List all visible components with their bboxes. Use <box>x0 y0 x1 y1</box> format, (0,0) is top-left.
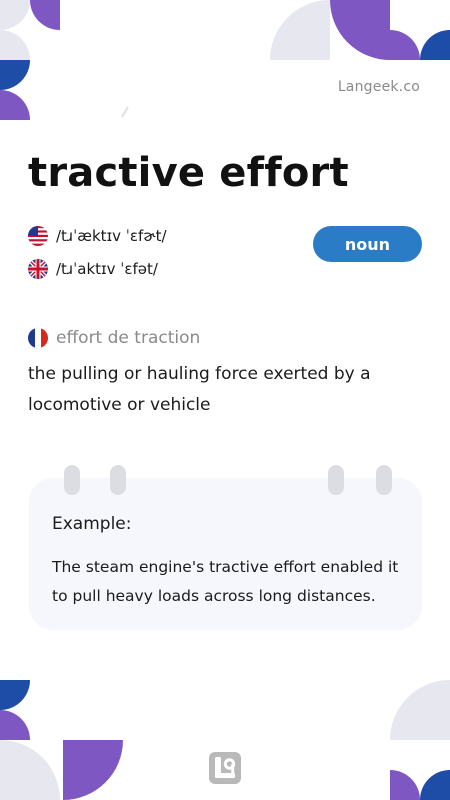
definition-text: the pulling or hauling force exerted by a locomotive or vehicle <box>28 364 371 415</box>
decorative-slash-mark <box>121 106 129 118</box>
top-right-decoration <box>270 0 450 60</box>
brand-label: Langeek.co <box>337 79 420 95</box>
translation <box>28 328 200 348</box>
uk-flag-icon <box>28 259 48 279</box>
binder-ring <box>376 465 392 495</box>
langeek-logo-icon <box>209 752 241 784</box>
top-left-decoration <box>0 0 60 120</box>
pronunciation-uk-text: /tɹˈaktɪv ˈɛfət/ <box>56 260 158 278</box>
bottom-right-decoration <box>390 680 450 800</box>
part-of-speech-badge: noun <box>313 226 422 262</box>
us-flag-icon <box>28 226 48 246</box>
example-text: The steam engine's tractive effort enabled it to pull heavy loads across long distances. <box>52 558 399 605</box>
translation-text: effort de traction <box>56 328 201 348</box>
pronunciation-us[interactable] <box>28 226 167 246</box>
binder-ring <box>64 465 80 495</box>
pronunciation-uk[interactable] <box>28 259 158 279</box>
binder-ring <box>328 465 344 495</box>
bottom-left-decoration <box>0 680 123 800</box>
binder-ring <box>110 465 126 495</box>
pronunciation-us-text: /tɹˈæktɪv ˈɛfɚt/ <box>56 227 167 245</box>
example-label: Example: <box>52 514 132 534</box>
france-flag-icon <box>28 328 48 348</box>
word-title: tractive effort <box>28 150 349 196</box>
